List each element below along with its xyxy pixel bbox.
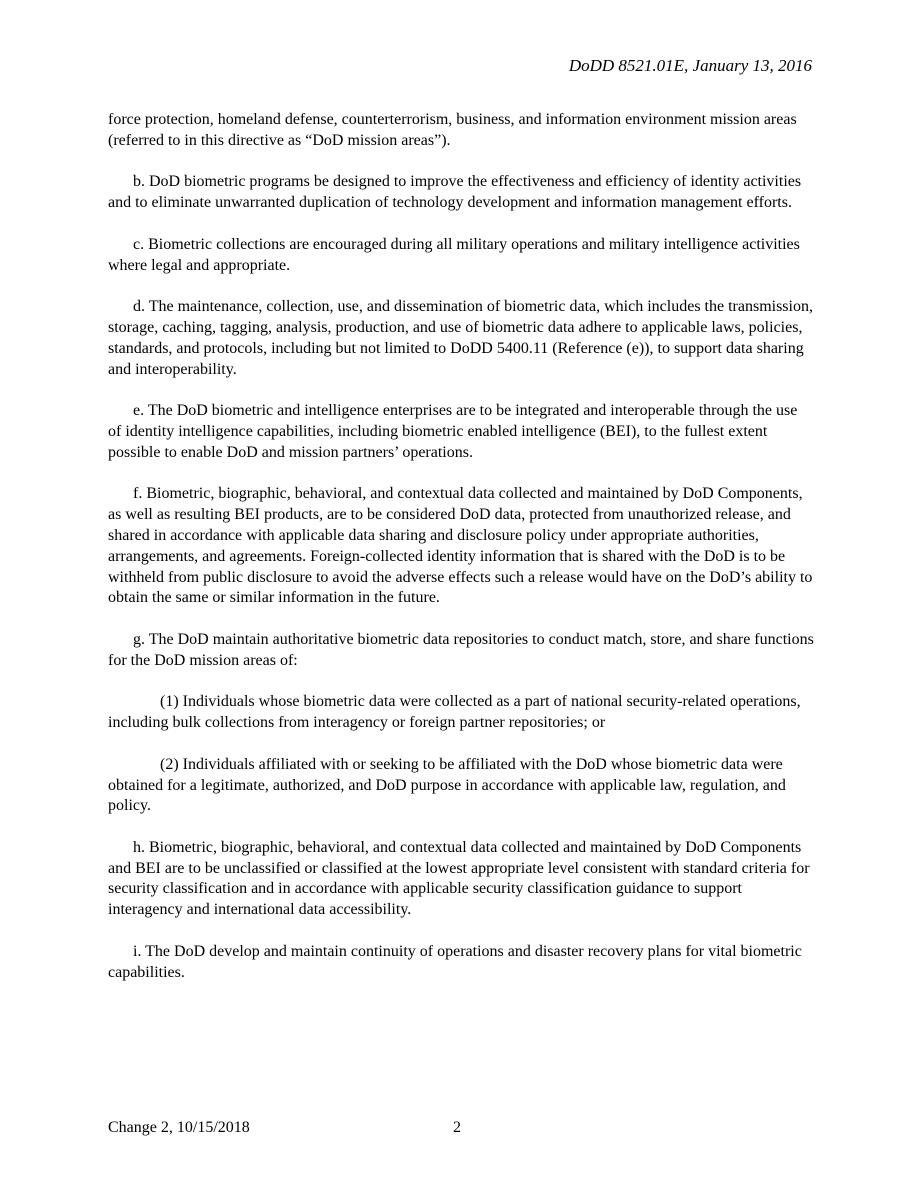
footer-change-note: Change 2, 10/15/2018 xyxy=(108,1119,250,1136)
paragraph-i: i. The DoD develop and maintain continuity of operations and disaster recovery plans for vital biometric capabilities. xyxy=(108,942,802,981)
paragraph-g-1: (1) Individuals whose biometric data were collected as a part of national security-related operations, including bulk collections from interagency or foreign partner repositories; or xyxy=(108,693,801,732)
paragraph-continuation: force protection, homeland defense, counterterrorism, business, and information environment mission areas (referred to in this directive as “DoD mission areas”). xyxy=(108,111,797,149)
paragraph-g-2: (2) Individuals affiliated with or seeking to be affiliated with the DoD whose biometric data were obtained for a legitimate, authorized, and DoD purpose in accordance with applicable law, regulation, and policy. xyxy=(108,755,786,815)
paragraph-f: f. Biometric, biographic, behavioral, and contextual data collected and maintained by DoD Components, as well as resulting BEI products, are to be considered DoD data, protected from unauthorized release, and shared in accordance with applicable data sharing and disclosure policy under appropriate authorities, arrangements, and agreements. Foreign-collected identity information that is shared with the DoD is to be withheld from public disclosure to avoid the adverse effects such a release would have on the DoD’s ability to obtain the same or similar information in the future. xyxy=(108,485,813,607)
paragraph-b: b. DoD biometric programs be designed to improve the effectiveness and efficiency of identity activities and to eliminate unwarranted duplication of technology development and information management efforts. xyxy=(108,173,802,212)
footer-page-number: 2 xyxy=(453,1119,461,1136)
paragraph-g: g. The DoD maintain authoritative biometric data repositories to conduct match, store, and share functions for the DoD mission areas of: xyxy=(108,630,814,669)
paragraph-c: c. Biometric collections are encouraged during all military operations and military intelligence activities where legal and appropriate. xyxy=(108,235,800,274)
paragraph-e: e. The DoD biometric and intelligence enterprises are to be integrated and interoperable through the use of identity intelligence capabilities, including biometric enabled intelligence (BEI), to the fullest extent possible to enable DoD and mission partners’ operations. xyxy=(108,402,798,461)
document-body xyxy=(108,110,814,1004)
paragraph-h: h. Biometric, biographic, behavioral, and contextual data collected and maintained by DoD Components and BEI are to be unclassified or classified at the lowest appropriate level consistent with standard criteria for security classification and in accordance with applicable security classification guidance to support interagency and international data accessibility. xyxy=(108,838,810,919)
document-header: DoDD 8521.01E, January 13, 2016 xyxy=(568,56,812,75)
paragraph-d: d. The maintenance, collection, use, and dissemination of biometric data, which includes the transmission, storage, caching, tagging, analysis, production, and use of biometric data adhere to applicable laws, policies, standards, and protocols, including but not limited to DoDD 5400.11 (Reference (e)), to support data sharing and interoperability. xyxy=(108,298,813,378)
